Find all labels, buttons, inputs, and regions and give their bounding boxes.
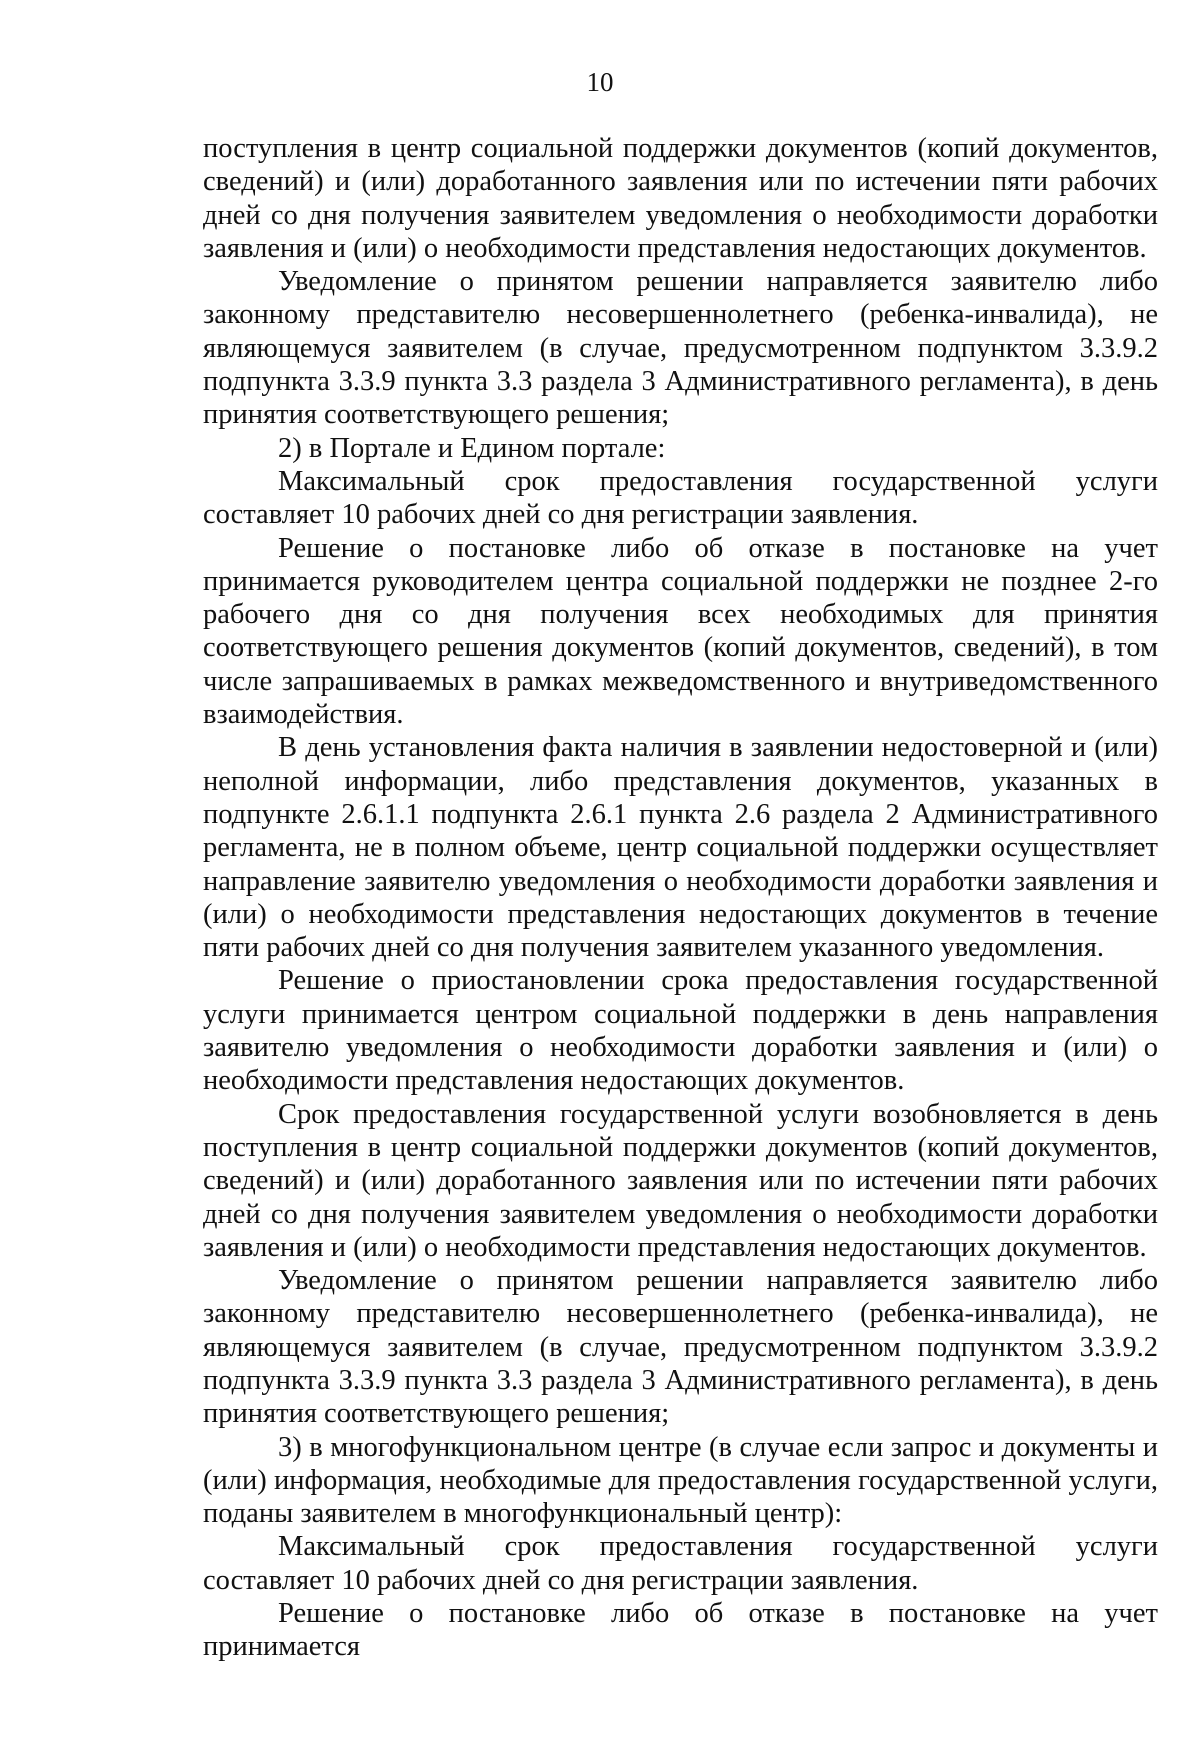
- paragraph-7: Решение о приостановлении срока предоставления государственной услуги принимается центром социальной поддержки в день направления заявителю уведомления о необходимости доработки заявления и (или) о необходимости представления недостающих документов.: [203, 965, 1158, 1097]
- page-number: 10: [586, 67, 614, 97]
- paragraph-9: Уведомление о принятом решении направляется заявителю либо законному представителю несовершеннолетнего (ребенка-инвалида), не являющемуся заявителем (в случае, предусмотренном подпунктом 3.3.9.2 подпункта 3.3.9 пункта 3.3 раздела 3 Административного регламента), в день принятия соответствующего решения;: [203, 1265, 1158, 1430]
- paragraph-3: 2) в Портале и Едином портале:: [278, 432, 666, 464]
- paragraph-10: 3) в многофункциональном центре (в случае если запрос и документы и (или) информация, необходимые для предоставления государственной услуги, поданы заявителем в многофункциональный центр):: [203, 1431, 1158, 1530]
- paragraph-2: Уведомление о принятом решении направляется заявителю либо законному представителю несовершеннолетнего (ребенка-инвалида), не являющемуся заявителем (в случае, предусмотренном подпунктом 3.3.9.2 подпункта 3.3.9 пункта 3.3 раздела 3 Административного регламента), в день принятия соответствующего решения;: [203, 266, 1158, 431]
- paragraph-11: Максимальный срок предоставления государственной услуги составляет 10 рабочих дней со дня регистрации заявления.: [203, 1531, 1158, 1596]
- paragraph-5: Решение о постановке либо об отказе в постановке на учет принимается руководителем центра социальной поддержки не позднее 2-го рабочего дня со дня получения всех необходимых для принятия соответствующего решения документов (копий документов, сведений), в том числе запрашиваемых в рамках межведомственного и внутриведомственного взаимодействия.: [203, 532, 1158, 731]
- paragraph-12: Решение о постановке либо об отказе в постановке на учет принимается: [203, 1598, 1158, 1663]
- paragraph-8: Срок предоставления государственной услуги возобновляется в день поступления в центр социальной поддержки документов (копий документов, сведений) и (или) доработанного заявления или по истечении пяти рабочих дней со дня получения заявителем уведомления о необходимости доработки заявления и (или) о необходимости представления недостающих документов.: [203, 1098, 1158, 1263]
- paragraph-4: Максимальный срок предоставления государственной услуги составляет 10 рабочих дней со дня регистрации заявления.: [203, 465, 1158, 531]
- paragraph-1: поступления в центр социальной поддержки документов (копий документов, сведений) и (или) доработанного заявления или по истечении пяти рабочих дней со дня получения заявителем уведомления о необходимости доработки заявления и (или) о необходимости представления недостающих документов.: [203, 133, 1158, 264]
- paragraph-6: В день установления факта наличия в заявлении недостоверной и (или) неполной информации, либо представления документов, указанных в подпункте 2.6.1.1 подпункта 2.6.1 пункта 2.6 раздела 2 Административного регламента, не в полном объеме, центр социальной поддержки осуществляет направление заявителю уведомления о необходимости доработки заявления и (или) о необходимости представления недостающих документов в течение пяти рабочих дней со дня получения заявителем указанного уведомления.: [203, 732, 1158, 964]
- document-body: [203, 132, 1158, 1664]
